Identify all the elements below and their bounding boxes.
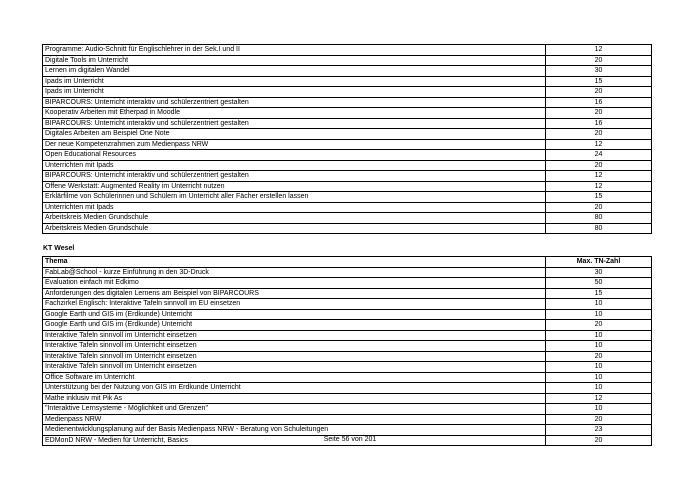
table-row	[43, 45, 652, 56]
column-header-thema: Thema	[43, 257, 546, 268]
table-row	[43, 393, 652, 404]
table-row	[43, 129, 652, 140]
cell-max-tn: 10	[546, 404, 652, 415]
table-row	[43, 288, 652, 299]
cell-max-tn: 20	[546, 320, 652, 331]
cell-thema: Interaktive Tafeln sinnvoll im Unterricht einsetzen	[43, 362, 546, 373]
cell-thema: Interaktive Tafeln sinnvoll im Unterricht einsetzen	[43, 330, 546, 341]
cell-thema: Offene Werkstatt: Augmented Reality im Unterricht nutzen	[43, 181, 546, 192]
cell-max-tn: 15	[546, 192, 652, 203]
cell-thema: Fachzirkel Englisch: Interaktive Tafeln sinnvoll im EU einsetzen	[43, 299, 546, 310]
cell-thema: Digitales Arbeiten am Beispiel One Note	[43, 129, 546, 140]
page-number: Seite 56 von 201	[323, 436, 377, 443]
cell-thema: Arbeitskreis Medien Grundschule	[43, 213, 546, 224]
cell-thema: Arbeitskreis Medien Grundschule	[43, 223, 546, 234]
table-row	[43, 66, 652, 77]
cell-thema: Mathe inklusiv mit Pik As	[43, 393, 546, 404]
cell-thema: Medienpass NRW	[43, 414, 546, 425]
table-row	[43, 118, 652, 129]
cell-max-tn: 23	[546, 425, 652, 436]
table-row	[43, 213, 652, 224]
cell-thema: BIPARCOURS: Unterricht interaktiv und schülerzentriert gestalten	[43, 118, 546, 129]
cell-max-tn: 20	[546, 87, 652, 98]
table-row	[43, 223, 652, 234]
table-row	[43, 383, 652, 394]
cell-thema: Unterstützung bei der Nutzung von GIS im Erdkunde Unterricht	[43, 383, 546, 394]
cell-thema: Medienentwicklungsplanung auf der Basis Medienpass NRW - Beratung von Schuleitungen	[43, 425, 546, 436]
cell-thema: Der neue Kompetenzrahmen zum Medienpass NRW	[43, 139, 546, 150]
cell-thema: Google Earth und GIS im (Erdkunde) Unterricht	[43, 320, 546, 331]
cell-max-tn: 12	[546, 181, 652, 192]
cell-thema: FabLab@School - kurze Einführung in den 3D-Druck	[43, 267, 546, 278]
cell-thema: Programme: Audio-Schnitt für Englischlehrer in der Sek.I und II	[43, 45, 546, 56]
table-row	[43, 362, 652, 373]
cell-thema: Open Educational Resources	[43, 150, 546, 161]
table-row	[43, 150, 652, 161]
table-row	[43, 278, 652, 289]
cell-thema: "Interaktive Lernsysteme - Möglichkeit und Grenzen"	[43, 404, 546, 415]
cell-thema: BIPARCOURS: Unterricht interaktiv und schülerzentriert gestalten	[43, 171, 546, 182]
cell-max-tn: 12	[546, 171, 652, 182]
cell-max-tn: 80	[546, 223, 652, 234]
section-heading-kt-wesel: KT Wesel	[43, 245, 75, 252]
table-row	[43, 76, 652, 87]
cell-max-tn: 10	[546, 383, 652, 394]
cell-max-tn: 24	[546, 150, 652, 161]
table-row	[43, 341, 652, 352]
cell-thema: Office Software im Unterricht	[43, 372, 546, 383]
course-table-1-body	[43, 45, 652, 234]
cell-thema: Ipads im Unterricht	[43, 87, 546, 98]
cell-thema: BIPARCOURS: Unterricht interaktiv und schülerzentriert gestalten	[43, 97, 546, 108]
cell-max-tn: 16	[546, 97, 652, 108]
table-row	[43, 139, 652, 150]
course-table-1	[42, 44, 652, 234]
cell-max-tn: 80	[546, 213, 652, 224]
cell-thema: EDMonD NRW - Medien für Unterricht, Basics	[43, 435, 546, 446]
cell-max-tn: 20	[546, 108, 652, 119]
cell-thema: Evaluation einfach mit Edkimo	[43, 278, 546, 289]
course-table-kt-wesel	[42, 256, 652, 446]
table-row	[43, 320, 652, 331]
table-row	[43, 267, 652, 278]
table-row	[43, 171, 652, 182]
cell-max-tn: 12	[546, 139, 652, 150]
table-row	[43, 330, 652, 341]
cell-max-tn: 12	[546, 45, 652, 56]
cell-thema: Lernen im digitalen Wandel	[43, 66, 546, 77]
cell-max-tn: 10	[546, 330, 652, 341]
table-row	[43, 414, 652, 425]
column-header-max: Max. TN-Zahl	[546, 257, 652, 268]
cell-thema: Interaktive Tafeln sinnvoll im Unterricht einsetzen	[43, 351, 546, 362]
cell-thema: Unterrichten mit Ipads	[43, 202, 546, 213]
cell-thema: Google Earth und GIS im (Erdkunde) Unterricht	[43, 309, 546, 320]
table-row	[43, 372, 652, 383]
table-row	[43, 108, 652, 119]
cell-thema: Kooperativ Arbeiten mit Etherpad in Moodle	[43, 108, 546, 119]
cell-max-tn: 16	[546, 118, 652, 129]
cell-max-tn: 10	[546, 309, 652, 320]
cell-max-tn: 15	[546, 288, 652, 299]
table-row	[43, 181, 652, 192]
course-table-kt-wesel-body	[43, 267, 652, 446]
cell-thema: Digitale Tools im Unterricht	[43, 55, 546, 66]
table-row	[43, 192, 652, 203]
table-row	[43, 309, 652, 320]
cell-max-tn: 10	[546, 362, 652, 373]
cell-max-tn: 20	[546, 414, 652, 425]
table-row	[43, 87, 652, 98]
cell-thema: Anforderungen des digitalen Lernens am Beispiel von BIPARCOURS	[43, 288, 546, 299]
cell-max-tn: 12	[546, 393, 652, 404]
cell-max-tn: 20	[546, 351, 652, 362]
cell-max-tn: 20	[546, 160, 652, 171]
cell-max-tn: 20	[546, 129, 652, 140]
cell-max-tn: 10	[546, 341, 652, 352]
cell-thema: Unterrichten mit Ipads	[43, 160, 546, 171]
table-row	[43, 299, 652, 310]
cell-max-tn: 20	[546, 55, 652, 66]
table-row	[43, 202, 652, 213]
table-row	[43, 404, 652, 415]
table-header-row	[43, 257, 652, 268]
cell-thema: Interaktive Tafeln sinnvoll im Unterricht einsetzen	[43, 341, 546, 352]
table-row	[43, 97, 652, 108]
cell-thema: Erklärfilme von Schülerinnen und Schülern im Unterricht aller Fächer erstellen lassen	[43, 192, 546, 203]
table-row	[43, 351, 652, 362]
cell-max-tn: 10	[546, 299, 652, 310]
cell-max-tn: 10	[546, 372, 652, 383]
cell-max-tn: 20	[546, 435, 652, 446]
cell-max-tn: 20	[546, 202, 652, 213]
cell-max-tn: 30	[546, 267, 652, 278]
cell-max-tn: 50	[546, 278, 652, 289]
table-row	[43, 425, 652, 436]
cell-thema: Ipads im Unterricht	[43, 76, 546, 87]
table-row	[43, 160, 652, 171]
table-row	[43, 55, 652, 66]
cell-max-tn: 30	[546, 66, 652, 77]
cell-max-tn: 15	[546, 76, 652, 87]
